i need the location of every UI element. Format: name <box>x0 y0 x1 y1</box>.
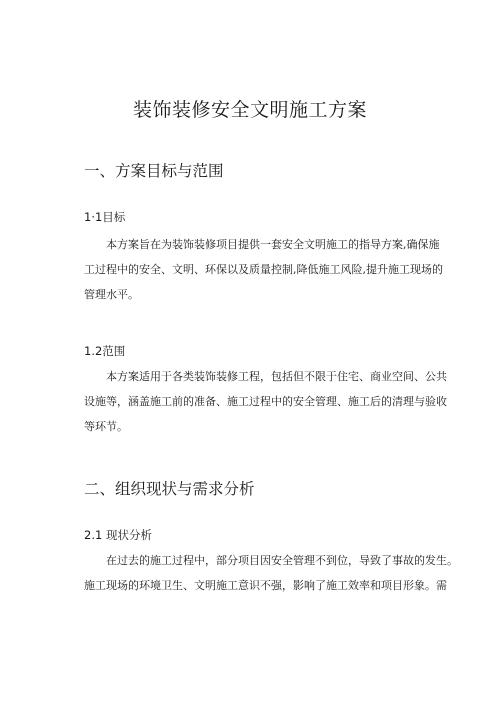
subsection-heading-1-2: 1.2范围 <box>84 344 126 358</box>
paragraph-line: 在过去的施工过程中，部分项目因安全管理不到位，导致了事故的发生。 <box>106 554 458 567</box>
paragraph-2-1 <box>84 548 458 598</box>
paragraph-1-2 <box>84 364 447 439</box>
paragraph-line: 管理水平。 <box>84 288 139 301</box>
document-title: 装饰装修安全文明施工方案 <box>132 99 367 121</box>
paragraph-line: 本方案旨在为装饰装修项目提供一套安全文明施工的指导方案,确保施 <box>106 238 440 251</box>
section-heading-1: 一、方案目标与范围 <box>84 162 224 180</box>
subsection-heading-2-1: 2.1 现状分析 <box>84 528 152 542</box>
paragraph-line: 等环节。 <box>84 420 128 433</box>
section-heading-2: 二、组织现状与需求分析 <box>84 480 255 498</box>
subsection-heading-1-1: 1·1目标 <box>84 210 126 224</box>
paragraph-line: 设施等，涵盖施工前的准备、施工过程中的安全管理、施工后的清理与验收 <box>84 395 447 408</box>
paragraph-line: 工过程中的安全、文明、环保以及质量控制,降低施工风险,提升施工现场的 <box>84 263 443 276</box>
paragraph-line: 本方案适用于各类装饰装修工程，包括但不限于住宅、商业空间、公共 <box>106 370 447 383</box>
paragraph-1-1 <box>84 232 443 307</box>
paragraph-line: 施工现场的环境卫生、文明施工意识不强，影响了施工效率和项目形象。需 <box>84 579 447 592</box>
